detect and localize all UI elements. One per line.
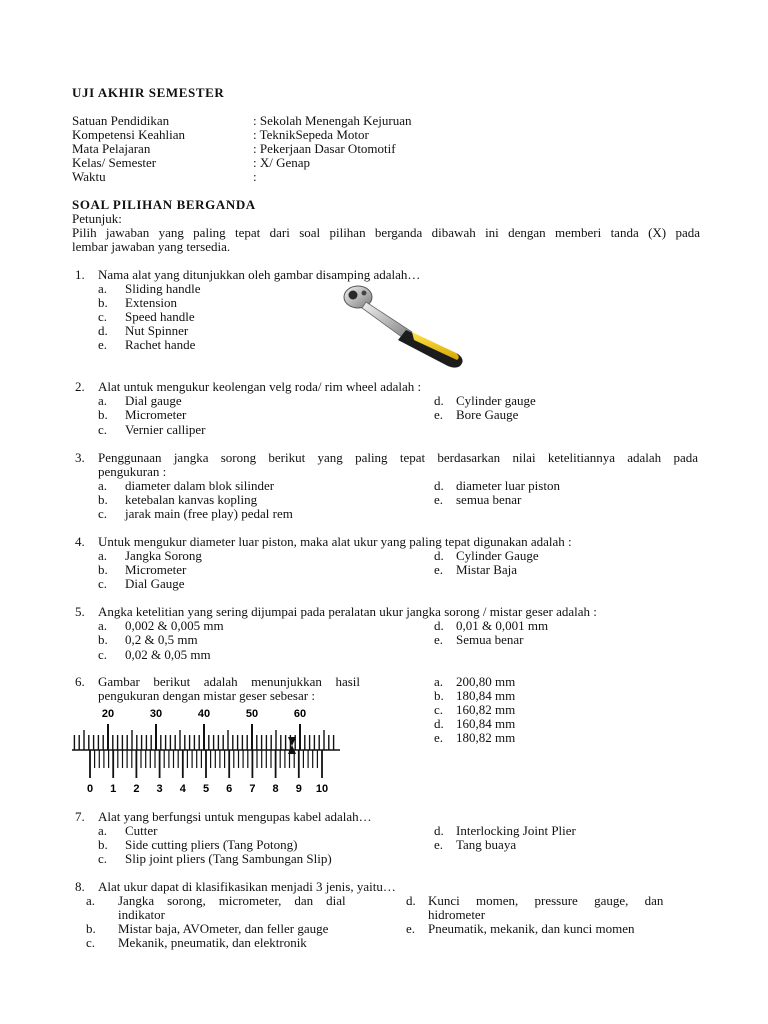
option-letter: d. — [434, 548, 444, 563]
vernier-label: 9 — [295, 783, 302, 795]
option-e — [434, 838, 516, 852]
option-text: ketebalan kanvas kopling — [125, 492, 258, 507]
question-text-line-1: Gambar berikut adalah menunjukkan hasil — [98, 674, 360, 689]
meta-label: Waktu — [72, 169, 106, 184]
option-e — [434, 493, 521, 507]
option-text: Mistar Baja — [456, 562, 518, 577]
option-text: 200,80 mm — [456, 674, 516, 689]
option-d — [98, 324, 188, 338]
option-letter: e. — [434, 492, 444, 507]
option-text-line-2: indikator — [118, 907, 165, 922]
option-c — [98, 852, 332, 866]
option-c — [98, 310, 195, 324]
option-text: Dial Gauge — [125, 576, 185, 591]
option-c — [98, 507, 293, 521]
option-a — [98, 282, 200, 296]
option-letter: c. — [98, 309, 108, 324]
main-scale-label: 20 — [101, 708, 115, 720]
option-letter: c. — [98, 506, 108, 521]
vernier-scale-labels — [87, 783, 328, 795]
option-text: 180,84 mm — [456, 688, 516, 703]
option-letter: c. — [86, 935, 96, 950]
option-letter: e. — [434, 407, 444, 422]
main-scale-label: 40 — [197, 708, 211, 720]
option-letter: d. — [434, 618, 444, 633]
main-scale-label: 50 — [245, 708, 259, 720]
meta-value: : TeknikSepeda Motor — [253, 127, 369, 142]
instruction-label: Petunjuk: — [72, 211, 122, 226]
option-text: Vernier calliper — [125, 422, 206, 437]
vernier-label: 1 — [110, 783, 117, 795]
option-b — [98, 493, 257, 507]
meta-value: : X/ Genap — [253, 155, 311, 170]
option-d — [434, 717, 515, 731]
option-text: 0,01 & 0,001 mm — [456, 618, 549, 633]
option-letter: d. — [434, 478, 444, 493]
meta-value: : Sekolah Menengah Kejuruan — [253, 113, 412, 128]
option-letter: b. — [98, 295, 108, 310]
option-b — [434, 689, 515, 703]
option-letter: e. — [406, 921, 416, 936]
option-c — [98, 648, 211, 662]
option-letter: a. — [98, 618, 108, 633]
main-scale-label: 30 — [149, 708, 163, 720]
meta-row-competency — [72, 128, 672, 142]
option-e — [434, 408, 518, 422]
option-letter: d. — [434, 393, 444, 408]
meta-value: : — [253, 169, 257, 184]
option-b — [98, 838, 297, 852]
option-text: Micrometer — [125, 407, 187, 422]
option-letter: b. — [98, 407, 108, 422]
option-a — [98, 549, 202, 563]
option-letter: a. — [98, 823, 108, 838]
option-a — [86, 894, 386, 922]
option-text: diameter luar piston — [456, 478, 560, 493]
option-d — [434, 479, 560, 493]
option-letter: b. — [86, 921, 96, 936]
option-d — [406, 894, 698, 922]
vernier-label: 8 — [272, 783, 279, 795]
vernier-scale-image — [66, 704, 346, 798]
instruction-line-2: lembar jawaban yang tersedia. — [72, 239, 231, 254]
option-letter: b. — [98, 492, 108, 507]
question-number: 2. — [75, 379, 85, 394]
option-text: Cylinder Gauge — [456, 548, 539, 563]
option-text: 0,02 & 0,05 mm — [125, 647, 211, 662]
ratchet-handle-image — [340, 280, 470, 372]
option-letter: a. — [98, 281, 108, 296]
exam-title: UJI AKHIR SEMESTER — [72, 85, 225, 100]
option-letter: d. — [406, 893, 416, 908]
question-text: Alat ukur dapat di klasifikasikan menjadi 3 jenis, yaitu… — [98, 879, 396, 894]
option-d — [434, 824, 576, 838]
option-text: 160,84 mm — [456, 716, 516, 731]
option-text: 0,002 & 0,005 mm — [125, 618, 224, 633]
meta-row-class — [72, 156, 672, 170]
option-text: Cylinder gauge — [456, 393, 536, 408]
question-text: Alat untuk mengukur keolengan velg roda/ rim wheel adalah : — [98, 379, 422, 394]
option-text: Speed handle — [125, 309, 195, 324]
meta-label: Kelas/ Semester — [72, 155, 157, 170]
option-text: Slip joint pliers (Tang Sambungan Slip) — [125, 851, 332, 866]
option-b — [98, 408, 186, 422]
option-text: Sliding handle — [125, 281, 201, 296]
option-e — [98, 338, 195, 352]
option-b — [98, 296, 177, 310]
option-e — [434, 731, 515, 745]
option-letter: c. — [98, 422, 108, 437]
vernier-label: 10 — [315, 783, 329, 795]
option-letter: e. — [434, 632, 444, 647]
option-c — [434, 703, 515, 717]
option-text: 160,82 mm — [456, 702, 516, 717]
question-number: 1. — [75, 267, 85, 282]
option-letter: c. — [98, 576, 108, 591]
option-text-line-2: hidrometer — [428, 907, 486, 922]
section-title: SOAL PILIHAN BERGANDA — [72, 197, 256, 212]
option-letter: d. — [98, 323, 108, 338]
option-a — [98, 824, 158, 838]
option-a — [98, 619, 224, 633]
option-letter: c. — [434, 702, 444, 717]
question-text-line-2: pengukuran dengan mistar geser sebesar : — [98, 688, 315, 703]
option-b — [98, 633, 198, 647]
option-letter: a. — [434, 674, 444, 689]
meta-row-time — [72, 170, 672, 184]
meta-label: Kompetensi Keahlian — [72, 127, 185, 142]
question-number: 3. — [75, 450, 85, 465]
meta-row-school — [72, 114, 672, 128]
option-letter: c. — [98, 647, 108, 662]
option-text: Dial gauge — [125, 393, 182, 408]
option-e — [406, 922, 635, 936]
option-text: Side cutting pliers (Tang Potong) — [125, 837, 298, 852]
question-text: Untuk mengukur diameter luar piston, maka alat ukur yang paling tepat digunakan adalah : — [98, 534, 572, 549]
option-c — [86, 936, 307, 950]
option-d — [434, 394, 536, 408]
option-text-line-1: Jangka sorong, micrometer, dan dial — [118, 893, 346, 908]
vernier-scale-ticks — [90, 750, 322, 778]
option-letter: d. — [434, 716, 444, 731]
question-number: 6. — [75, 674, 85, 689]
question-number: 7. — [75, 809, 85, 824]
option-e — [434, 633, 524, 647]
vernier-label: 3 — [156, 783, 163, 795]
vernier-label: 7 — [249, 783, 256, 795]
question-number: 5. — [75, 604, 85, 619]
option-a — [98, 394, 182, 408]
option-text: Nut Spinner — [125, 323, 189, 338]
option-letter: e. — [434, 837, 444, 852]
question-text: Angka ketelitian yang sering dijumpai pada peralatan ukur jangka sorong / mistar geser adalah : — [98, 604, 597, 619]
option-text: 0,2 & 0,5 mm — [125, 632, 198, 647]
meta-value: : Pekerjaan Dasar Otomotif — [253, 141, 396, 156]
main-scale-label: 60 — [293, 708, 307, 720]
option-d — [434, 619, 548, 633]
vernier-label: 5 — [202, 783, 210, 795]
option-letter: e. — [98, 337, 108, 352]
question-number: 8. — [75, 879, 85, 894]
option-d — [434, 549, 539, 563]
option-c — [98, 577, 185, 591]
vernier-label: 6 — [226, 783, 233, 795]
option-text: Rachet hande — [125, 337, 196, 352]
question-number: 4. — [75, 534, 85, 549]
option-letter: c. — [98, 851, 108, 866]
question-text: Alat yang berfungsi untuk mengupas kabel adalah… — [98, 809, 372, 824]
option-letter: b. — [98, 837, 108, 852]
option-text: jarak main (free play) pedal rem — [125, 506, 293, 521]
option-text: Pneumatik, mekanik, dan kunci momen — [428, 921, 635, 936]
option-c — [98, 423, 205, 437]
option-a — [434, 675, 515, 689]
option-text: semua benar — [456, 492, 522, 507]
option-a — [98, 479, 274, 493]
option-text: Interlocking Joint Plier — [456, 823, 576, 838]
option-text: Micrometer — [125, 562, 187, 577]
meta-label: Mata Pelajaran — [72, 141, 151, 156]
option-text: diameter dalam blok silinder — [125, 478, 275, 493]
question-text-line-1: Penggunaan jangka sorong berikut yang paling tepat berdasarkan nilai ketelitiannya adalah pada — [98, 450, 698, 465]
option-text: Mistar baja, AVOmeter, dan feller gauge — [118, 921, 329, 936]
vernier-label: 4 — [179, 783, 186, 795]
option-text: Semua benar — [456, 632, 524, 647]
option-text: 180,82 mm — [456, 730, 516, 745]
meta-label: Satuan Pendidikan — [72, 113, 170, 128]
option-letter: e. — [434, 730, 444, 745]
meta-row-subject — [72, 142, 672, 156]
instruction-line-1: Pilih jawaban yang paling tepat dari soal pilihan berganda dibawah ini dengan memberi tanda (X) pada — [72, 225, 700, 240]
option-text: Tang buaya — [456, 837, 517, 852]
vernier-label: 0 — [86, 783, 94, 795]
option-letter: b. — [434, 688, 444, 703]
question-text-line-2: pengukuran : — [98, 464, 167, 479]
option-b — [98, 563, 186, 577]
option-text: Bore Gauge — [456, 407, 519, 422]
question-text: Nama alat yang ditunjukkan oleh gambar disamping adalah… — [98, 267, 421, 282]
vernier-label: 2 — [133, 783, 140, 795]
option-text: Mekanik, pneumatik, dan elektronik — [118, 935, 307, 950]
option-letter: b. — [98, 632, 108, 647]
option-letter: a. — [86, 893, 96, 908]
option-letter: d. — [434, 823, 444, 838]
option-text: Jangka Sorong — [125, 548, 202, 563]
option-b — [86, 922, 328, 936]
option-letter: a. — [98, 478, 108, 493]
option-text-line-1: Kunci momen, pressure gauge, dan — [428, 893, 664, 908]
option-e — [434, 563, 517, 577]
option-letter: b. — [98, 562, 108, 577]
option-text: Cutter — [125, 823, 158, 838]
option-letter: e. — [434, 562, 444, 577]
option-letter: a. — [98, 548, 108, 563]
option-text: Extension — [125, 295, 177, 310]
option-letter: a. — [98, 393, 108, 408]
main-scale-labels — [102, 708, 306, 720]
